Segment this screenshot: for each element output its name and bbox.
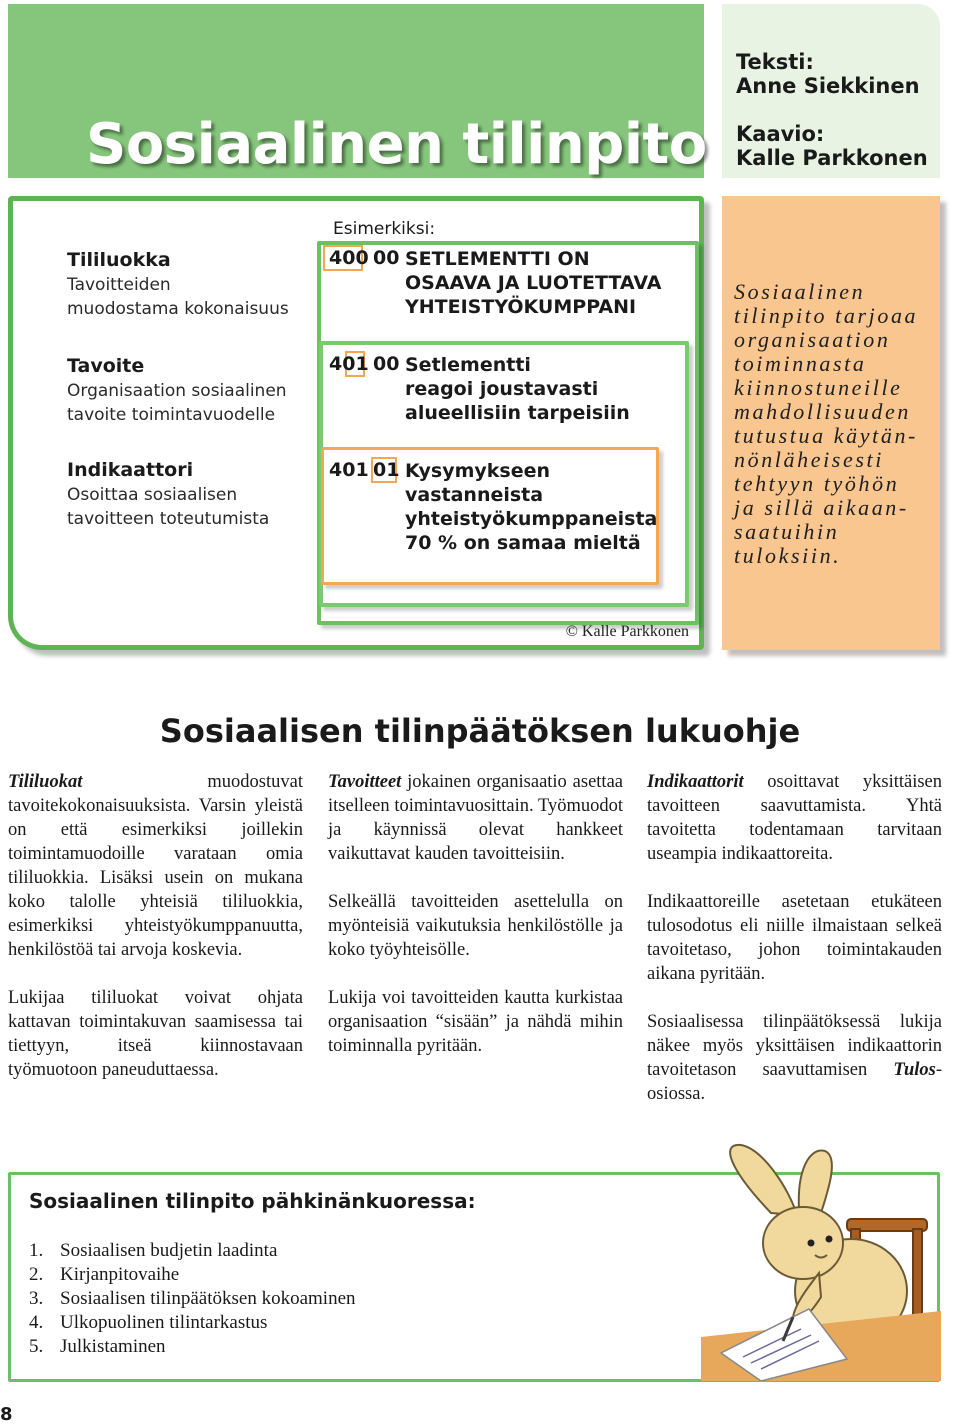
guide-paragraph	[328, 770, 623, 866]
sidebar-line: organisaation	[734, 327, 891, 352]
sidebar-line: ja sillä aikaan-	[734, 495, 909, 520]
nutshell-box	[8, 1172, 940, 1382]
entry-40101-line4: 70 % on samaa mieltä	[405, 532, 641, 554]
list-item-number: 5.	[29, 1336, 44, 1357]
list-item-number: 4.	[29, 1312, 44, 1333]
entry-400-line1: SETLEMENTTI ON	[405, 248, 590, 270]
label-account-class-line1: Tavoitteiden	[67, 275, 171, 295]
example-label: Esimerkiksi:	[333, 219, 436, 239]
entry-40101-line2: vastanneista	[405, 484, 544, 506]
label-indicator-line1: Osoittaa sosiaalisen	[67, 485, 238, 505]
list-item-text: Sosiaalisen budjetin laadinta	[60, 1240, 278, 1261]
paragraph-text: osoittavat yksittäisen tavoitteen saavuttamista. Yhtä tavoitetta todentamaan tarvitaan useampia indikaattoreita.	[647, 772, 942, 864]
list-item-number: 3.	[29, 1288, 44, 1309]
list-item	[29, 1335, 356, 1359]
guide-paragraph: Lukijaa tililuokat voivat ohjata kattavan toimintakuvan saamisessa tai tiettyyn, itseä kiinnostavaan työmuotoon paneuduttaessa.	[8, 988, 303, 1080]
list-item	[29, 1311, 356, 1335]
account-hierarchy-diagram	[8, 196, 704, 650]
code-400-a: 400	[329, 247, 369, 269]
title-banner	[8, 4, 707, 178]
guide-column-indicators	[647, 770, 942, 1130]
page-number: 8	[0, 1404, 13, 1425]
copyright: © Kalle Parkkonen	[565, 623, 689, 640]
list-item	[29, 1263, 356, 1287]
paragraph-text: jokainen organisaatio asettaa itselleen toimintavuosittain. Työmuodot ja käynnissä olevat hankkeet vaikuttavat kauden tavoitteisiin.	[328, 772, 623, 864]
list-item-number: 2.	[29, 1264, 44, 1285]
guide-paragraph	[647, 1010, 942, 1106]
page-title: Sosiaalinen tilinpito	[86, 112, 707, 177]
guide-paragraph	[8, 770, 303, 962]
sidebar-text	[734, 280, 934, 568]
nutshell-list	[29, 1239, 356, 1359]
list-item-number: 1.	[29, 1240, 44, 1261]
credit-chart-label: Kaavio:	[736, 122, 825, 146]
sidebar-line: kiinnostuneille	[734, 375, 903, 400]
sidebar-line: tehtyyn työhön	[734, 471, 900, 496]
sidebar-line: saatuihin	[734, 519, 840, 544]
sidebar-line: tutustua käytän-	[734, 423, 918, 448]
paragraph-text: -osiossa.	[647, 1060, 942, 1104]
rabbit-writing-illustration	[701, 1141, 941, 1381]
list-item	[29, 1239, 356, 1263]
sidebar-box	[722, 196, 940, 650]
guide-column-account-classes	[8, 770, 303, 1106]
guide-column-goals	[328, 770, 623, 1082]
credit-chart-author: Kalle Parkkonen	[736, 146, 928, 170]
sidebar-line: tilinpito tarjoaa	[734, 303, 919, 328]
term-indicators: Indikaattorit	[647, 772, 744, 792]
entry-400-line2: OSAAVA JA LUOTETTAVA	[405, 272, 662, 294]
sidebar-line: mahdollisuuden	[734, 399, 911, 424]
sidebar-line: toiminnasta	[734, 351, 867, 376]
label-account-class-line2: muodostama kokonaisuus	[67, 299, 289, 319]
label-indicator-line2: tavoitteen toteutumista	[67, 509, 270, 529]
list-item-text: Kirjanpitovaihe	[60, 1264, 180, 1285]
label-indicator-title: Indikaattori	[67, 459, 194, 481]
list-item-text: Julkistaminen	[60, 1336, 166, 1357]
label-goal-line2: tavoite toimintavuodelle	[67, 405, 276, 425]
credit-text-label: Teksti:	[736, 50, 814, 74]
code-40101-b: 01	[373, 459, 400, 481]
code-401-a: 401	[329, 353, 369, 375]
credits-box	[722, 4, 940, 178]
guide-paragraph	[647, 770, 942, 866]
credit-text-author: Anne Siekkinen	[736, 74, 920, 98]
entry-401-line3: alueellisiin tarpeisiin	[405, 402, 630, 424]
sidebar-line: tuloksiin.	[734, 543, 842, 568]
code-40101-a: 401	[329, 459, 369, 481]
entry-401-line1: Setlementti	[405, 354, 531, 376]
entry-40101-line1: Kysymykseen	[405, 460, 551, 482]
code-400-b: 00	[373, 247, 400, 269]
label-goal-line1: Organisaation sosiaalinen	[67, 381, 287, 401]
entry-401-line2: reagoi joustavasti	[405, 378, 599, 400]
guide-paragraph: Selkeällä tavoitteiden asettelulla on myönteisiä vaikutuksia henkilöstölle ja koko työyhteisölle.	[328, 892, 623, 960]
term-account-classes: Tililuokat	[8, 772, 83, 792]
guide-paragraph: Lukija voi tavoitteiden kautta kurkistaa organisaation “sisään” ja nähdä mihin toiminnalla pyritään.	[328, 988, 623, 1056]
list-item-text: Sosiaalisen tilinpäätöksen kokoaminen	[60, 1288, 356, 1309]
code-401-b: 00	[373, 353, 400, 375]
nutshell-title: Sosiaalinen tilinpito pähkinänkuoressa:	[29, 1189, 476, 1213]
list-item-text: Ulkopuolinen tilintarkastus	[60, 1312, 268, 1333]
paragraph-text: Sosiaalisessa tilinpäätöksessä lukija näkee myös yksittäisen indikaattorin tavoitetason saavuttamisen	[647, 1012, 942, 1080]
label-account-class-title: Tililuokka	[67, 249, 171, 271]
guide-heading: Sosiaalisen tilinpäätöksen lukuohje	[159, 712, 801, 750]
term-result: Tulos	[893, 1060, 936, 1080]
guide-paragraph: Indikaattoreille asetetaan etukäteen tulosodotus eli niille ilmaistaan selkeä tavoitetaso, johon toimintakauden aikana pyritään.	[647, 892, 942, 984]
label-goal-title: Tavoite	[67, 355, 145, 377]
list-item	[29, 1287, 356, 1311]
sidebar-line: nönläheisesti	[734, 447, 884, 472]
paragraph-text: muodostuvat tavoitekokonaisuuksista. Varsin yleistä on että esimerkiksi joillekin toimintamuodoille varataan omia tililuokkia. Lisäksi usein on mukana koko talolle yhteisiä tililuokkia, esimerkiksi yhteistyökumppanuutta, henkilöstöä tai arvoja koskevia.	[8, 772, 303, 960]
entry-40101-line3: yhteistyökumppaneista	[405, 508, 658, 530]
term-goals: Tavoitteet	[328, 772, 402, 792]
entry-400-line3: YHTEISTYÖKUMPPANI	[405, 296, 637, 318]
sidebar-line: Sosiaalinen	[734, 279, 866, 304]
